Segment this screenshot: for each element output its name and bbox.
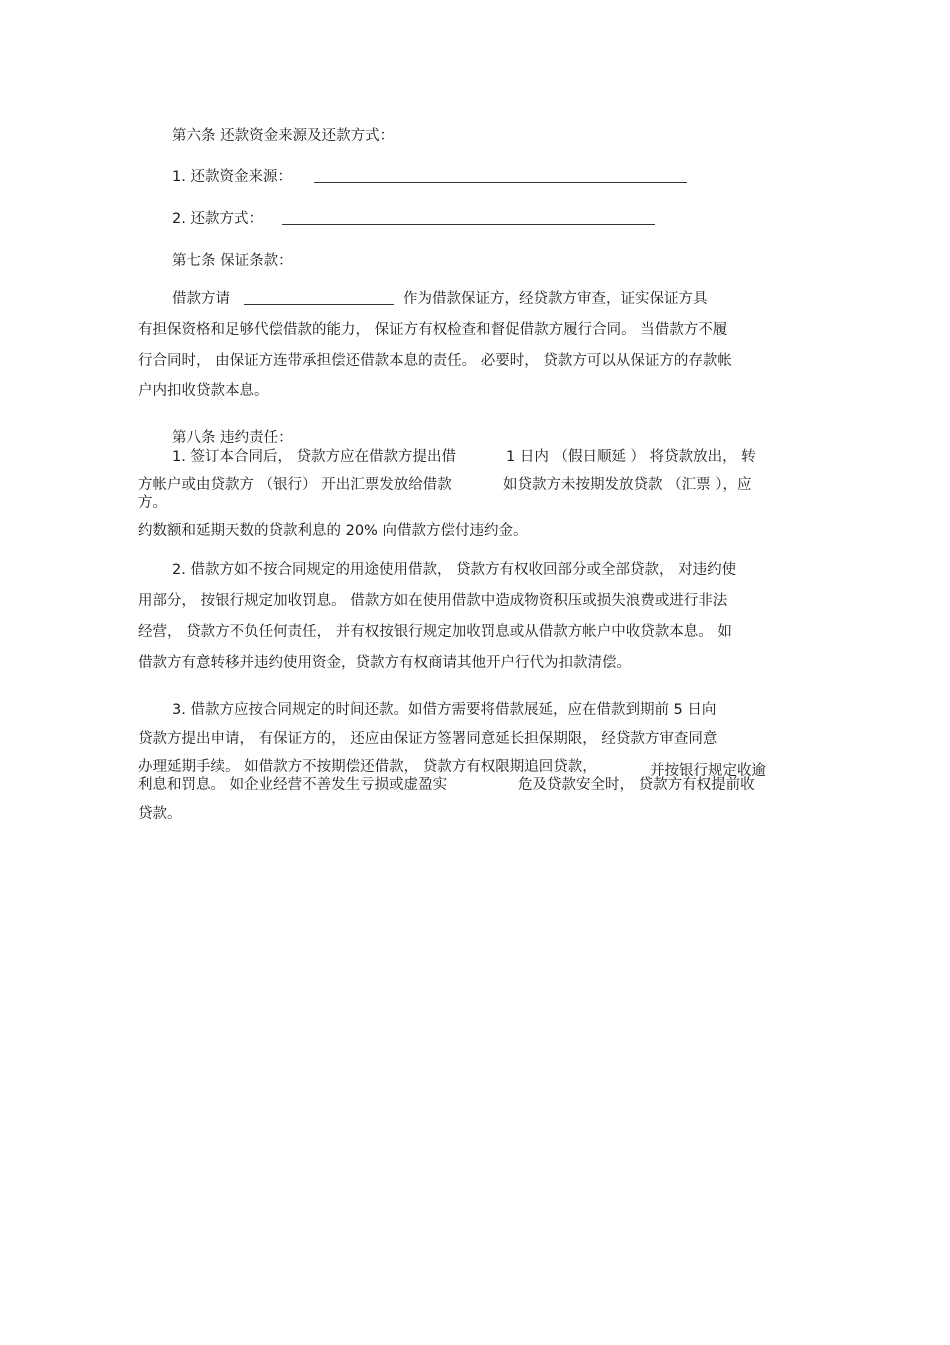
repayment-method-label: 2. 还款方式： [172,211,263,227]
breach-p2-line-2: 用部分， 按银行规定加收罚息。 借款方如在使用借款中造成物资积压或损失浪费或进行非法 [138,593,728,609]
breach-p1-line-1b: 1 日内 （假日顺延 ） 将贷款放出， 转 [506,449,756,465]
breach-p3-line-1: 3. 借款方应按合同规定的时间还款。如借方需要将借款展延，应在借款到期前 5 日向 [172,702,717,718]
breach-p1-line-2a: 方帐户或由贷款方 （银行） 开出汇票发放给借款 [138,477,452,493]
article-7-heading: 第七条 保证条款： [172,253,293,269]
breach-p3-line-5: 贷款。 [138,806,182,822]
repayment-source-label: 1. 还款资金来源： [172,169,292,185]
guarantee-line-4: 户内扣收贷款本息。 [138,383,269,399]
breach-p1-line-4: 约数额和延期天数的贷款利息的 20% 向借款方偿付违约金。 [138,523,528,539]
repayment-method-blank[interactable] [282,210,655,225]
breach-p2-line-3: 经营， 贷款方不负任何责任， 并有权按银行规定加收罚息或从借款方帐户中收贷款本息。 如 [138,624,732,640]
breach-p1-line-1a: 1. 签订本合同后， 贷款方应在借款方提出借 [172,449,457,465]
guarantee-line-2: 有担保资格和足够代偿借款的能力， 保证方有权检查和督促借款方履行合同。 当借款方不履 [138,322,728,338]
breach-p1-line-2b: 如贷款方未按期发放贷款 （汇票 ），应 [503,477,752,493]
breach-p2-line-1: 2. 借款方如不按合同规定的用途使用借款， 贷款方有权收回部分或全部贷款， 对违约使 [172,562,737,578]
breach-p1-line-3: 方。 [138,495,167,511]
guarantee-line-3: 行合同时， 由保证方连带承担偿还借款本息的责任。 必要时， 贷款方可以从保证方的存款帐 [138,353,732,369]
repayment-source-blank[interactable] [314,168,687,183]
repayment-method-field [172,210,263,228]
guarantee-line-1b: 作为借款保证方，经贷款方审查，证实保证方具 [403,291,708,307]
article-6-heading: 第六条 还款资金来源及还款方式： [172,128,395,144]
breach-p3-line-2: 贷款方提出申请， 有保证方的， 还应由保证方签署同意延长担保期限， 经贷款方审查同意 [138,731,718,747]
breach-p3-line-3b: 并按银行规定收逾 [650,763,766,779]
breach-p3-line-4a: 利息和罚息。 如企业经营不善发生亏损或虚盈实 [138,777,448,793]
breach-p3-line-4b: 危及贷款安全时， 贷款方有权提前收 [518,777,755,793]
article-8-heading: 第八条 违约责任： [172,430,293,446]
breach-p3-line-3a: 办理延期手续。 如借款方不按期偿还借款， 贷款方有权限期追回贷款， [138,759,597,775]
breach-p2-line-4: 借款方有意转移并违约使用资金，贷款方有权商请其他开户行代为扣款清偿。 [138,655,631,671]
guarantee-line-1a: 借款方请 [172,291,230,307]
guarantor-name-blank[interactable] [244,290,394,305]
repayment-source-field [172,168,292,186]
